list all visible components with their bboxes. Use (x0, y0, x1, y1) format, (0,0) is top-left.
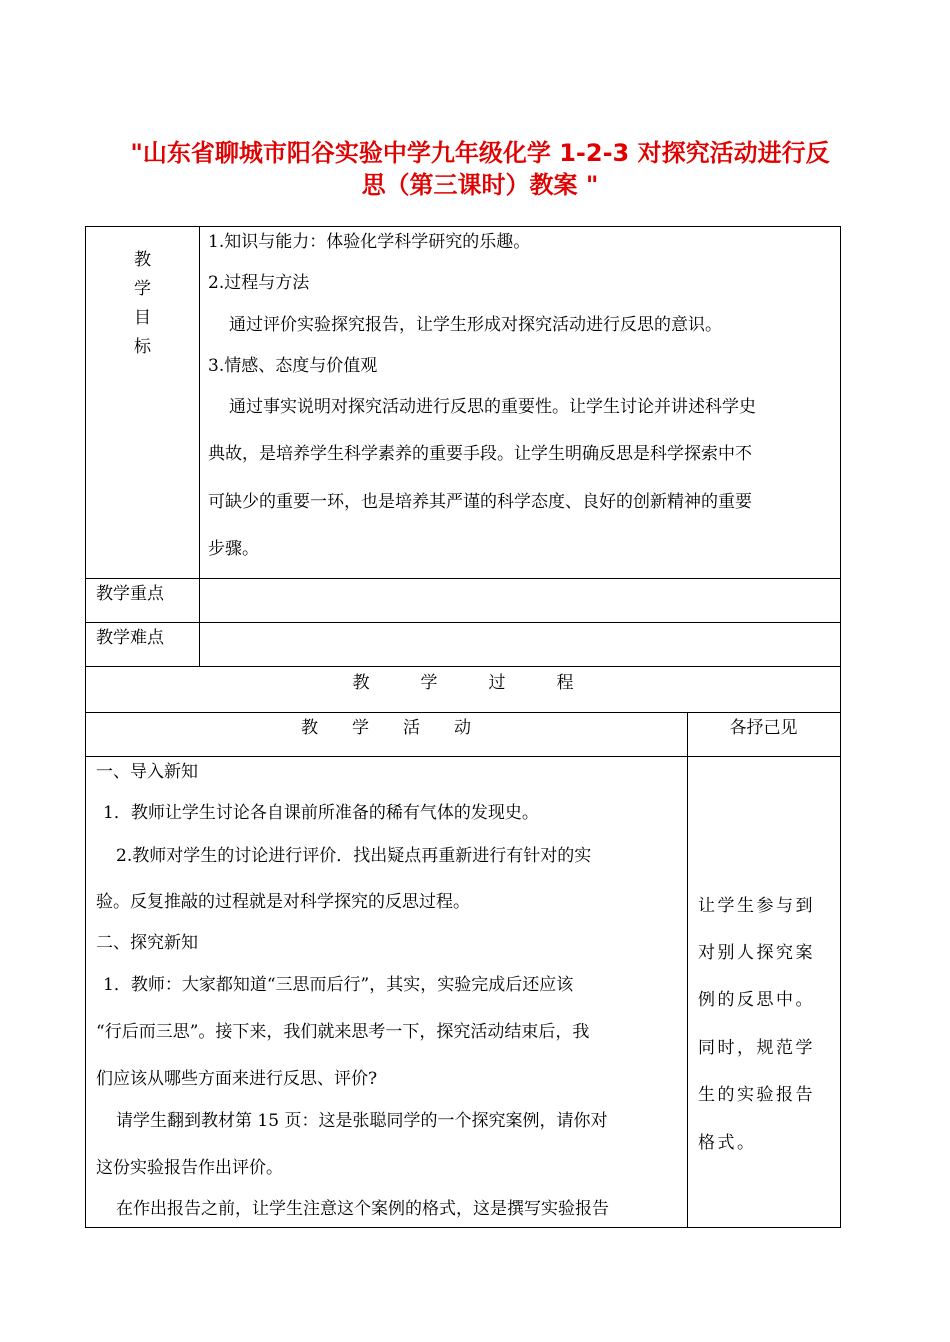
side-note-line: 生的实验报告 (698, 1085, 815, 1105)
activity-line: 请学生翻到教材第 15 页：这是张聪同学的一个探究案例，请你对 (116, 1111, 608, 1131)
table-rule (85, 756, 841, 757)
difficulties-label: 教学难点 (96, 628, 164, 648)
objective-line: 1.知识与能力：体验化学科学研究的乐趣。 (208, 232, 531, 252)
document-title (100, 137, 860, 201)
notes-column-header: 各抒己见 (729, 718, 798, 738)
side-note-line: 同时，规范学 (698, 1038, 815, 1058)
objectives-label: 教 学 目 标 (134, 250, 151, 357)
side-note-line: 例的反思中。 (698, 990, 815, 1010)
key-points-label: 教学重点 (96, 584, 164, 604)
activity-column-header: 教 学 活 动 (301, 718, 471, 738)
process-heading: 教 学 过 程 (352, 673, 574, 693)
table-col-divider (199, 226, 200, 666)
activity-line: 一、导入新知 (96, 762, 198, 782)
table-rule (85, 712, 841, 713)
objective-line: 可缺少的重要一环，也是培养其严谨的科学态度、良好的创新精神的重要 (208, 492, 752, 512)
table-border-right (840, 226, 841, 1228)
activity-line: 验。反复推敲的过程就是对科学探究的反思过程。 (96, 892, 470, 912)
title-line-2: 思（第三课时）教案 " (361, 171, 599, 199)
table-col-divider (687, 712, 688, 1227)
activity-line: 2.教师对学生的讨论进行评价．找出疑点再重新进行有针对的实 (116, 846, 592, 866)
side-note-line: 格式。 (698, 1133, 757, 1153)
activity-line: 1．教师让学生讨论各自课前所准备的稀有气体的发现史。 (103, 803, 539, 823)
activity-line: 二、探究新知 (96, 933, 198, 953)
activity-line: 1．教师：大家都知道“三思而后行”，其实，实验完成后还应该 (103, 975, 574, 995)
objective-line: 2.过程与方法 (208, 273, 310, 293)
side-note-line: 让学生参与到 (698, 896, 815, 916)
activity-line: “行后而三思”。接下来，我们就来思考一下，探究活动结束后，我 (96, 1022, 590, 1042)
objective-line: 通过评价实验探究报告，让学生形成对探究活动进行反思的意识。 (229, 315, 722, 335)
activity-line: 在作出报告之前，让学生注意这个案例的格式，这是撰写实验报告 (116, 1199, 609, 1219)
objective-line: 典故，是培养学生科学素养的重要手段。让学生明确反思是科学探索中不 (208, 444, 752, 464)
activity-line: 们应该从哪些方面来进行反思、评价? (96, 1069, 378, 1089)
objective-line: 步骤。 (208, 539, 259, 559)
objective-line: 3.情感、态度与价值观 (208, 356, 378, 376)
activity-line: 这份实验报告作出评价。 (96, 1158, 283, 1178)
table-rule (85, 666, 841, 667)
side-note-line: 对别人探究案 (698, 943, 815, 963)
table-border-bottom (85, 1227, 841, 1228)
title-line-1: "山东省聊城市阳谷实验中学九年级化学 1-2-3 对探究活动进行反 (130, 139, 830, 167)
objective-line: 通过事实说明对探究活动进行反思的重要性。让学生讨论并讲述科学史 (229, 397, 756, 417)
